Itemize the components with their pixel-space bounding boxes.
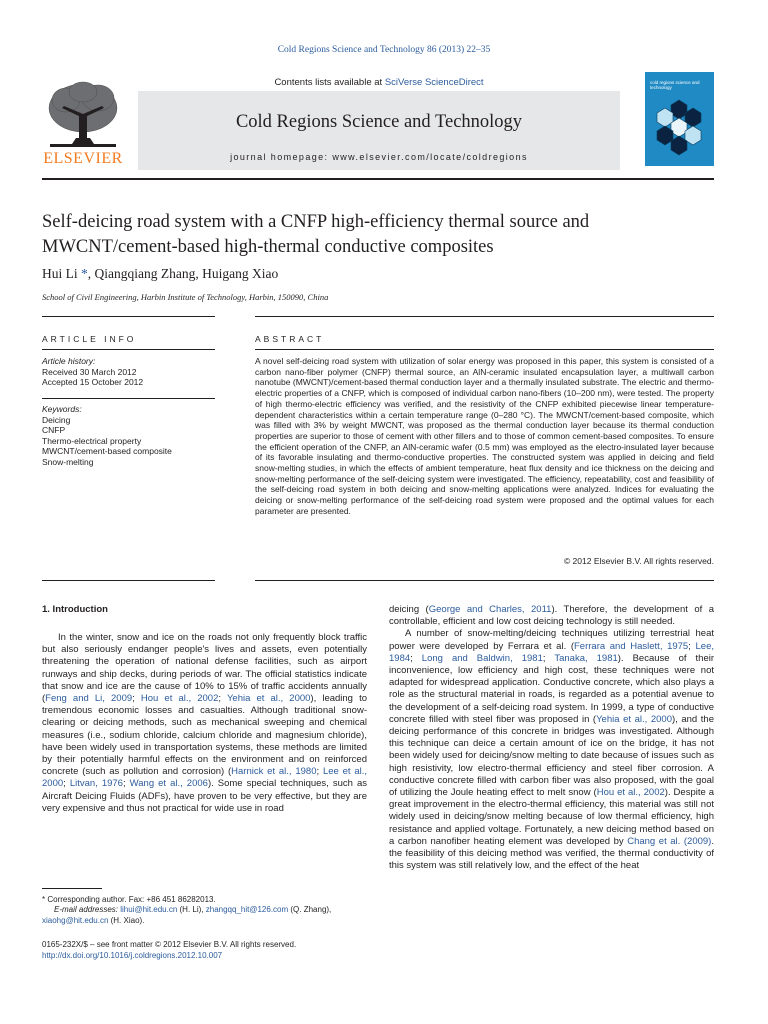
keyword-item: Thermo-electrical property [42,435,142,446]
text-run: In the winter, snow and ice on the roads not only frequently block traffic but also seriously endanger people's lives and assets, even potentially threatening the operation of national defense facilities, such as airport runways and ship decks, during periods of war. The official statistics indicate that snow and ice are the cause of 10% to 15% of traffic accidents annually ( [42,632,367,705]
copyright: © 2012 Elsevier B.V. All rights reserved. [563,556,714,566]
text-run: (H. Xiao). [108,915,145,925]
text-run: ; [542,652,555,664]
body-column-right [389,604,714,872]
citation-link[interactable]: Yehia et al., 2000 [596,713,672,725]
text-run: ). Despite a great improvement in the electro-thermal efficiency, this material was still not widely used in deicing/snow melting because of low thermal efficiency, high resistance and applied voltage. Fortunately, a new deicing method based on a carbon nanofiber heating element was developed by [389,787,715,847]
paragraph [389,604,714,628]
divider [42,349,215,350]
accepted-date: Accepted 15 October 2012 [42,377,144,387]
doi-link[interactable]: http://dx.doi.org/10.1016/j.coldregions.2012.10.007 [42,950,223,960]
cover-title: cold regions science and technology [650,80,700,90]
text-run: ; [316,766,323,778]
citation-link[interactable]: Hou et al., 2002 [596,787,665,799]
divider [255,580,714,581]
text-run: ), and the deicing performance of this concrete in bridges was investigated. Although this technique can deice a certain amount of ice on the bridge, it has not been widely used for deicing/snow melting to date because of issues such as high resistivity, low electro-thermal efficiency and steel fiber corrosion. A conductive concrete filled with carbon fiber was also proposed, with the goal of utilizing the Joule heating effect to melt snow ( [389,713,714,799]
journal-banner [138,77,620,170]
contents-prefix: Contents lists available at [274,77,385,88]
text-run: ; [132,693,141,705]
affiliation: School of Civil Engineering, Harbin Institute of Technology, Harbin, 150090, China [42,292,329,302]
text-run: ), leading to tremendous economic losses and casualties. Although traditional snow-clearing or deicing methods, such as mechanical sweeping and chemical measures (i.e., sodium chloride, calcium chloride and magnesium chloride), have been widely used in transportation systems, these methods are limited by their potentially harmful effects on the environment and on reinforced concrete (such as pollution and corrosion) ( [42,693,367,778]
text-run: (Q. Zhang), [288,905,332,915]
email-addresses-cont [42,916,367,926]
citation-link[interactable]: Long and Baldwin, 1981 [421,652,543,664]
issn-line: 0165-232X/$ – see front matter © 2012 Elsevier B.V. All rights reserved. [42,940,297,949]
citation-link[interactable]: Harnick et al., 1980 [231,766,317,778]
divider [42,316,215,317]
abstract-text: A novel self-deicing road system with utilization of solar energy was proposed in this paper, this system is consisted of a carbon nano-fiber polymer (CNFP) thermal source, an AlN-ceramic insulated encapsulation layer, a multiwall carbon nanotube (MWCNT)/cement-based thermal conduction layer and a thermally insulated substrate. The electric and thermo-electric properties of a CNFP, which is composed of individual carbon nano-fibers (10–200 nm), were tested. The property of high thermo-electric efficiency was verified, and the resistivity of the CNFP exhibited piecewise linear temperature-dependent characteristics within a certain temperature range (0–280 °C). The MWCNT/cement-based composite, which was filled with 3% by weight MWCNT, was proposed as the thermal conduction layer because its thermal conduction properties are superior to those of cement with other fillers and to those of common cement-based composites. To ensure the efficient operation of the CNFP, an AlN-ceramic wafer (0.5 mm) was employed as the electro-insulated layer because of its favorable insulating and thermo-conductive properties. The constructed system was applied in deicing and field snow-melting studies, in which the effects of ambient temperature, heat flux density and ice thickness on the deicing and snow-melting performance of the self-deicing system were investigated. The efficiency, repeatability, cost and feasibility of the self-deicing road system in both deicing and snow-melting applications were analyzed. Indices for evaluating the deicing or snow-melting performance of the self-deicing road system were proposed and the optimal values for each parameter are presented. [255,356,714,516]
text-run: . the feasibility of this deicing method was verified, the thermal conductivity of this system was still relatively low, and the effect of the heat [389,835,714,872]
citation-link[interactable]: George and Charles, 2011 [428,604,552,615]
authors-rest: , Qiangqiang Zhang, Huigang Xiao [87,266,279,281]
citation-link[interactable]: Ferrara and Haslett, 1975 [574,640,689,652]
text-run: A number of snow-melting/deicing techniques utilizing terrestrial heat power were developed by Ferrara et al. ( [389,628,714,652]
text-run: ). Some special techniques, such as Aircraft Deicing Fluids (ADFs), have proven to be very effective, but they are very expensive and thus not practical for wide use in road [42,778,367,814]
cover-hexagon-graphic [651,98,708,158]
journal-cover-thumbnail[interactable] [645,72,714,166]
journal-header [42,72,714,172]
paragraph [42,632,367,815]
abstract-heading: ABSTRACT [255,334,325,344]
corresponding-author-note: * Corresponding author. Fax: +86 451 86282013. [42,895,216,904]
corresponding-author-mark[interactable]: * [81,266,88,281]
article-history [42,356,215,388]
footnote-rule [42,888,102,889]
journal-homepage[interactable]: journal homepage: www.elsevier.com/locate/coldregions [230,152,528,162]
received-date: Received 30 March 2012 [42,366,137,377]
author-li: Hui Li [42,266,78,281]
article-info-heading: ARTICLE INFO [42,334,137,344]
article-title-line-1: Self-deicing road system with a CNFP high-efficiency thermal source and [42,212,590,232]
text-run: ). Therefore, the development of a controllable, efficient and low cost deicing technology is still needed. [389,604,714,628]
sciencedirect-link[interactable]: SciVerse ScienceDirect [384,77,484,88]
email-label: E-mail addresses: [54,905,121,915]
citation-link[interactable]: Litvan, 1976 [69,778,123,790]
divider [255,349,714,350]
keyword-item: Snow-melting [42,456,94,467]
citation-link[interactable]: Feng and Li, 2009 [45,693,133,705]
journal-reference[interactable]: Cold Regions Science and Technology 86 (2013) 22–35 [277,45,491,55]
article-title [42,210,722,260]
text-run: ; [410,652,422,664]
text-run: ; [218,693,227,705]
citation-link[interactable]: Wang et al., 2006 [129,778,208,790]
email-link[interactable]: lihui@hit.edu.cn [120,905,178,915]
text-run: ; [122,778,130,790]
author-list [42,266,722,282]
elsevier-wordmark: ELSEVIER [43,150,123,167]
section-heading-introduction: 1. Introduction [42,604,108,615]
keyword-item: MWCNT/cement-based composite [42,446,172,456]
text-run: ; [688,640,696,652]
text-run: deicing ( [389,604,429,615]
divider [42,580,215,581]
citation-link[interactable]: Lee, 1984 [389,640,714,664]
journal-title: Cold Regions Science and Technology [235,112,523,132]
issn-doi-block [42,940,367,961]
citation-link[interactable]: Chang et al. (2009) [627,835,712,847]
divider [255,316,714,317]
email-addresses [42,905,367,915]
text-run: ; [63,778,70,790]
keyword-item: Deicing [42,414,71,425]
citation-link[interactable]: Hou et al., 2002 [140,693,219,705]
keywords [42,404,215,467]
paragraph [389,628,714,872]
body-column-left [42,632,367,815]
article-title-line-2: MWCNT/cement-based high-thermal conductive composites [42,237,494,257]
contents-line [138,77,620,91]
keyword-item: CNFP [42,425,66,435]
email-link[interactable]: zhangqq_hit@126.com [205,905,289,915]
history-label: Article history: [42,356,96,366]
keywords-label: Keywords: [42,404,82,414]
divider [42,398,215,399]
header-rule [42,178,714,180]
email-link[interactable]: xiaohg@hit.edu.cn [42,915,109,925]
citation-link[interactable]: Tanaka, 1981 [554,652,618,664]
text-run: (H. Li), [177,905,206,915]
text-run: ). Because of their inconvenience, low efficiency and high cost, these techniques were not adapted for widespread application. Conductive concrete, which also plays a role as the structural material in roads, is regarded as a potential avenue to the development of a self-deicing road system. In 1999, a type of conductive concrete filled with steel fiber was proposed in ( [389,652,714,725]
citation-link[interactable]: Yehia et al., 2000 [226,693,311,705]
footnotes [42,895,367,926]
citation-link[interactable]: Lee et al., 2000 [42,766,368,790]
